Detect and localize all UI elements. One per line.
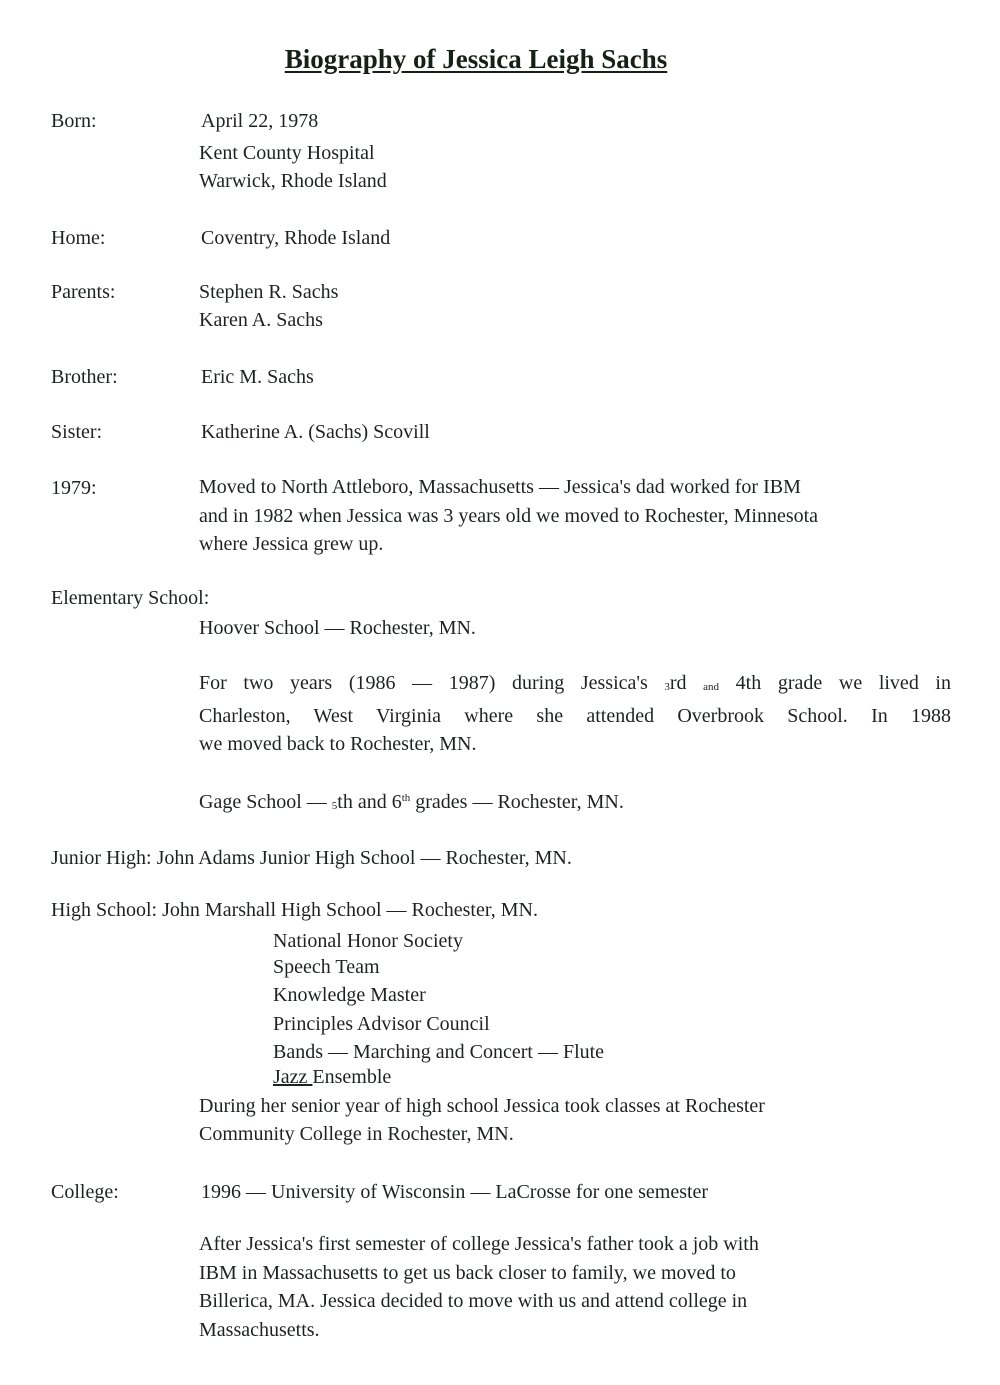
brother-value: Eric M. Sachs <box>201 366 314 388</box>
activity-item: Principles Advisor Council <box>273 1013 490 1035</box>
underlined-text: Jazz <box>273 1066 313 1088</box>
high-school-row <box>51 899 538 922</box>
paragraph-line <box>199 669 951 702</box>
birth-place: Warwick, Rhode Island <box>199 170 387 192</box>
parent-name: Stephen R. Sachs <box>199 281 339 303</box>
paragraph-line: Community College in Rochester, MN. <box>199 1123 514 1145</box>
activity-item <box>273 1066 391 1089</box>
activity-item: Speech Team <box>273 956 380 978</box>
charleston-paragraph <box>199 669 951 759</box>
year-1979-label: 1979: <box>51 477 97 499</box>
paragraph-line: IBM in Massachusetts to get us back closer to family, we moved to <box>199 1261 736 1284</box>
sister-value: Katherine A. (Sachs) Scovill <box>201 421 430 443</box>
parent-name: Karen A. Sachs <box>199 309 323 331</box>
activity-item: National Honor Society <box>273 930 463 952</box>
college-label: College: <box>51 1181 119 1203</box>
text-run: 4th grade we lived in <box>719 672 951 694</box>
year-1979-paragraph <box>199 473 951 559</box>
elementary-label: Elementary School: <box>51 587 210 609</box>
text-run: Ensemble <box>312 1066 392 1088</box>
activity-item: Knowledge Master <box>273 984 426 1006</box>
subscript-text: and <box>703 681 720 693</box>
home-label: Home: <box>51 227 106 249</box>
senior-year-paragraph <box>199 1092 951 1148</box>
paragraph-line: After Jessica's first semester of college Jessica's father took a job with <box>199 1233 759 1255</box>
paragraph-line: where Jessica grew up. <box>199 533 384 555</box>
junior-high-row <box>51 847 572 870</box>
paragraph-line: Charleston, West Virginia where she attended Overbrook School. In 1988 <box>199 704 951 727</box>
subscript-text: 5 <box>331 800 338 812</box>
paragraph-line: During her senior year of high school Jessica took classes at Rochester <box>199 1095 765 1117</box>
home-value: Coventry, Rhode Island <box>201 227 391 249</box>
text-run: Gage School — <box>199 791 332 813</box>
high-school-value: John Marshall High School — Rochester, MN. <box>162 899 538 921</box>
document-title: Biography of Jessica Leigh Sachs <box>284 44 668 74</box>
gage-school <box>199 791 624 814</box>
text-run: grades — Rochester, MN. <box>410 791 624 813</box>
activity-item: Bands — Marching and Concert — Flute <box>273 1041 605 1063</box>
sister-label: Sister: <box>51 421 103 443</box>
born-label: Born: <box>51 110 97 132</box>
paragraph-line: Moved to North Attleboro, Massachusetts — Jessica's dad worked for IBM <box>199 476 801 498</box>
junior-high-value: John Adams Junior High School — Rochester, MN. <box>156 847 572 869</box>
high-school-label: High School: <box>51 899 158 921</box>
text-run: th and 6 <box>337 791 402 813</box>
college-paragraph <box>199 1230 951 1344</box>
subscript-text: 3 <box>664 681 670 693</box>
birth-date: April 22, 1978 <box>201 110 319 132</box>
paragraph-line: Billerica, MA. Jessica decided to move with us and attend college in <box>199 1290 748 1312</box>
paragraph-line: we moved back to Rochester, MN. <box>199 733 477 755</box>
junior-high-label: Junior High: <box>51 847 152 869</box>
text-run: rd <box>669 672 704 694</box>
paragraph-line: Massachusetts. <box>199 1318 320 1341</box>
hoover-school: Hoover School — Rochester, MN. <box>199 617 476 639</box>
parents-label: Parents: <box>51 281 116 303</box>
text-run: For two years (1986 — 1987) during Jessica's <box>199 672 665 694</box>
paragraph-line: and in 1982 when Jessica was 3 years old we moved to Rochester, Minnesota <box>199 504 819 527</box>
brother-label: Brother: <box>51 366 118 388</box>
birth-hospital: Kent County Hospital <box>199 142 375 164</box>
superscript-text: th <box>401 792 411 804</box>
college-value: 1996 — University of Wisconsin — LaCrosse for one semester <box>201 1181 709 1203</box>
